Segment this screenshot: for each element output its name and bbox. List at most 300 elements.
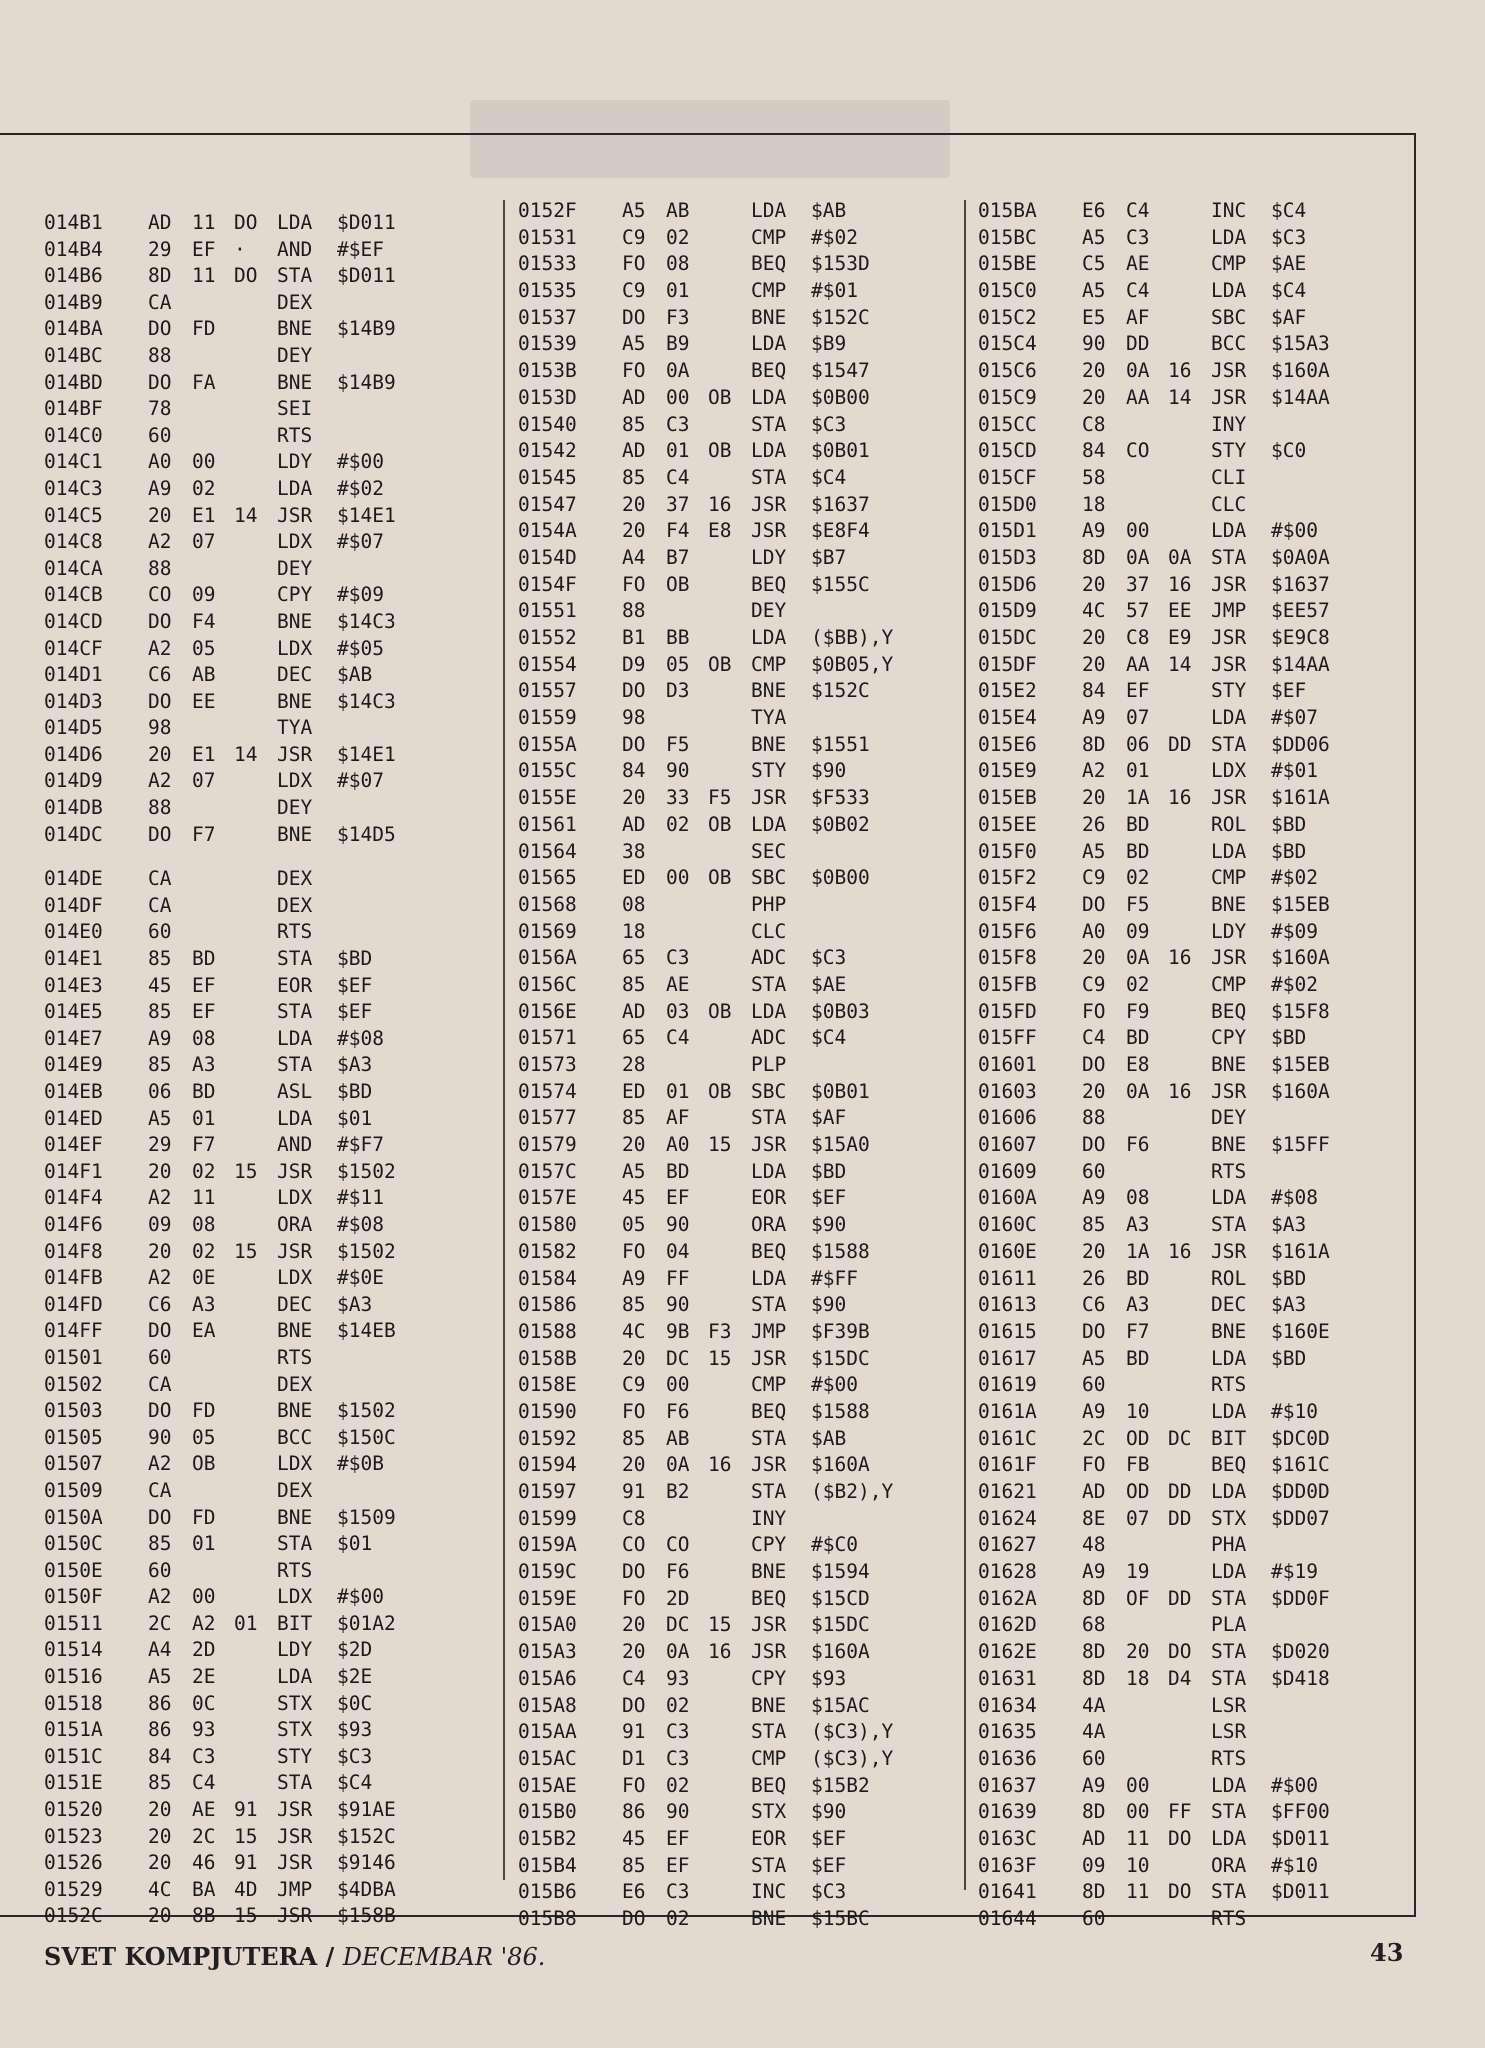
operand: $4DBA xyxy=(337,1877,396,1901)
address: 01582 xyxy=(518,1239,577,1263)
byte-3 xyxy=(1168,705,1211,732)
byte-2 xyxy=(1126,1906,1168,1933)
listing-row xyxy=(978,1853,1441,1880)
address: 014EF xyxy=(44,1133,103,1157)
byte-2: EA xyxy=(192,1319,216,1343)
listing-row xyxy=(978,1079,1441,1106)
byte-1: CA xyxy=(148,1372,172,1396)
byte-1: CO xyxy=(622,1533,646,1557)
operand: $1547 xyxy=(811,359,870,383)
byte-3 xyxy=(708,1906,751,1933)
byte-3: DO xyxy=(234,264,258,288)
address: 014DF xyxy=(44,893,103,917)
address: 015CD xyxy=(978,439,1037,463)
operand: $160E xyxy=(1271,1319,1330,1343)
byte-3 xyxy=(1168,892,1211,919)
mnemonic: LDX xyxy=(277,530,313,554)
listing-row xyxy=(44,1824,507,1851)
byte-3 xyxy=(708,251,751,278)
byte-2: AB xyxy=(666,199,690,222)
mnemonic: STA xyxy=(277,1532,313,1556)
byte-2: 37 xyxy=(1126,572,1150,596)
address: 01584 xyxy=(518,1266,577,1290)
byte-2: BD xyxy=(1126,1266,1150,1290)
byte-1: A9 xyxy=(1082,1560,1106,1584)
byte-1: 8D xyxy=(1082,1880,1106,1904)
address: 015F2 xyxy=(978,866,1037,890)
mnemonic: LDA xyxy=(751,439,787,463)
listing-row xyxy=(44,237,507,264)
byte-2: DC xyxy=(666,1346,690,1370)
byte-1: 60 xyxy=(1082,1907,1106,1930)
mnemonic: ROL xyxy=(1211,812,1247,836)
byte-1: 65 xyxy=(622,946,646,970)
byte-2: AF xyxy=(666,1106,690,1130)
mnemonic: JSR xyxy=(1211,946,1247,970)
byte-3 xyxy=(1168,812,1211,839)
mnemonic: BNE xyxy=(751,305,787,329)
byte-3 xyxy=(234,1079,277,1106)
mnemonic: JSR xyxy=(751,1613,787,1637)
byte-3: 91 xyxy=(234,1798,258,1822)
listing-row xyxy=(44,1717,507,1744)
byte-2: EF xyxy=(666,1826,690,1850)
address: 015A3 xyxy=(518,1640,577,1664)
address: 014B9 xyxy=(44,290,103,314)
byte-3 xyxy=(234,689,277,716)
listing-row xyxy=(978,1719,1441,1746)
operand: $EF xyxy=(811,1826,847,1850)
byte-1: 45 xyxy=(148,973,172,997)
operand: $C4 xyxy=(811,465,847,489)
address: 015AA xyxy=(518,1720,577,1744)
byte-2: 02 xyxy=(666,812,690,836)
listing-row xyxy=(44,1106,507,1133)
byte-2: BD xyxy=(192,1080,216,1103)
operand: #$FF xyxy=(811,1266,858,1290)
mnemonic: BIT xyxy=(1211,1426,1247,1450)
operand: $BD xyxy=(337,947,373,971)
operand: $90 xyxy=(811,1800,847,1824)
byte-3 xyxy=(1168,492,1211,519)
listing-row xyxy=(518,705,981,732)
operand: $A3 xyxy=(337,1292,373,1316)
address: 01621 xyxy=(978,1480,1037,1503)
listing-row xyxy=(978,438,1441,465)
mnemonic: PHA xyxy=(1211,1533,1247,1557)
listing-row xyxy=(518,785,981,812)
mnemonic: LSR xyxy=(1211,1693,1247,1717)
address: 0154F xyxy=(518,572,577,596)
address: 01552 xyxy=(518,626,577,649)
mnemonic: BEQ xyxy=(751,572,787,596)
address: 014E3 xyxy=(44,973,103,997)
byte-1: A2 xyxy=(148,530,172,554)
byte-3 xyxy=(708,1239,751,1266)
byte-1: C6 xyxy=(1082,1293,1106,1317)
operand: $152C xyxy=(811,679,870,703)
byte-3 xyxy=(1168,758,1211,785)
listing-row xyxy=(518,1879,981,1906)
mnemonic: RTS xyxy=(277,423,313,447)
listing-row xyxy=(518,1773,981,1800)
byte-2: 11 xyxy=(1126,1880,1150,1904)
operand xyxy=(337,423,507,450)
byte-2: A2 xyxy=(192,1611,216,1635)
mnemonic: STA xyxy=(1211,1666,1247,1690)
listing-row xyxy=(44,316,507,343)
byte-3 xyxy=(234,1691,277,1718)
address: 014D9 xyxy=(44,769,103,793)
address: 01639 xyxy=(978,1800,1037,1824)
operand: $BD xyxy=(811,1159,847,1183)
listing-row xyxy=(978,1052,1441,1079)
byte-3 xyxy=(708,1212,751,1239)
mnemonic: PLA xyxy=(1211,1613,1247,1637)
mnemonic: STA xyxy=(751,1720,787,1744)
byte-1: 48 xyxy=(1082,1533,1106,1557)
listing-row xyxy=(978,1826,1441,1853)
mnemonic: STA xyxy=(277,1000,313,1024)
address: 01518 xyxy=(44,1691,103,1715)
address: 01588 xyxy=(518,1319,577,1343)
operand: $14E1 xyxy=(337,503,396,527)
address: 014B1 xyxy=(44,211,103,234)
byte-3 xyxy=(1168,865,1211,892)
byte-2: 2D xyxy=(192,1638,216,1662)
byte-2: AA xyxy=(1126,385,1150,409)
listing-row xyxy=(978,919,1441,946)
byte-3 xyxy=(708,278,751,305)
listing-row xyxy=(978,1746,1441,1773)
mnemonic: BNE xyxy=(1211,892,1247,916)
address: 01501 xyxy=(44,1345,103,1369)
mnemonic: PHP xyxy=(751,892,787,916)
operand xyxy=(1271,465,1441,492)
operand xyxy=(1271,1105,1441,1132)
address: 01636 xyxy=(978,1746,1037,1770)
byte-3 xyxy=(1168,1266,1211,1293)
byte-1: 28 xyxy=(622,1053,646,1076)
listing-row xyxy=(518,1666,981,1693)
mnemonic: SBC xyxy=(751,866,787,890)
byte-2 xyxy=(192,1372,234,1399)
listing-row xyxy=(518,919,981,946)
byte-1: 20 xyxy=(622,1346,646,1370)
byte-2 xyxy=(666,919,708,946)
listing-row xyxy=(44,1239,507,1266)
mnemonic: BNE xyxy=(751,1560,787,1584)
byte-3 xyxy=(234,822,277,849)
byte-1: 68 xyxy=(1082,1613,1106,1637)
mnemonic: STA xyxy=(751,1293,787,1317)
byte-1: FO xyxy=(1082,1453,1106,1477)
address: 0150C xyxy=(44,1532,103,1556)
address: 0150F xyxy=(44,1585,103,1609)
mnemonic: LDX xyxy=(277,1266,313,1290)
operand: $C3 xyxy=(1271,225,1307,249)
listing-row xyxy=(518,1212,981,1239)
mnemonic: LDA xyxy=(277,1106,313,1130)
mnemonic: INC xyxy=(1211,199,1247,222)
byte-1: 85 xyxy=(148,1000,172,1024)
byte-3 xyxy=(708,919,751,946)
byte-1: A2 xyxy=(148,1585,172,1609)
byte-1: DO xyxy=(148,317,172,341)
operand: #$01 xyxy=(811,279,858,303)
operand: $0B01 xyxy=(811,439,870,463)
operand xyxy=(337,1478,507,1505)
byte-3 xyxy=(1168,1105,1211,1132)
listing-row xyxy=(978,1799,1441,1826)
listing-row xyxy=(978,1586,1441,1613)
mnemonic: DEX xyxy=(277,867,313,891)
byte-3 xyxy=(1168,1693,1211,1720)
operand: $D011 xyxy=(337,264,396,288)
byte-2: 1A xyxy=(1126,1239,1150,1263)
address: 015E4 xyxy=(978,706,1037,730)
operand: $AB xyxy=(811,199,847,222)
mnemonic: BEQ xyxy=(751,1586,787,1610)
byte-2: AB xyxy=(666,1426,690,1450)
mnemonic: LDX xyxy=(277,1452,313,1476)
mnemonic: LDA xyxy=(751,999,787,1023)
operand: $0B00 xyxy=(811,385,870,409)
byte-2 xyxy=(192,556,234,583)
byte-2: 00 xyxy=(666,385,690,409)
byte-2: A3 xyxy=(192,1053,216,1077)
listing-row xyxy=(44,582,507,609)
address: 015AE xyxy=(518,1773,577,1797)
address: 0161A xyxy=(978,1399,1037,1423)
listing-row xyxy=(978,412,1441,439)
mnemonic: EOR xyxy=(751,1186,787,1210)
byte-2: 00 xyxy=(192,450,216,474)
byte-3: DD xyxy=(1168,1506,1192,1530)
byte-1: AD xyxy=(622,999,646,1023)
listing-row xyxy=(978,945,1441,972)
byte-3 xyxy=(1168,678,1211,705)
address: 01615 xyxy=(978,1319,1037,1343)
mnemonic: STX xyxy=(751,1800,787,1824)
mnemonic: CLI xyxy=(1211,465,1247,489)
byte-2: 0E xyxy=(192,1266,216,1290)
operand: #$02 xyxy=(337,476,384,500)
mnemonic: JSR xyxy=(751,1346,787,1370)
listing-row xyxy=(978,972,1441,999)
byte-1: 20 xyxy=(148,1239,172,1263)
byte-3 xyxy=(708,598,751,625)
byte-2: 09 xyxy=(1126,919,1150,943)
byte-3 xyxy=(708,732,751,759)
address: 015F4 xyxy=(978,892,1037,916)
byte-3 xyxy=(1168,1746,1211,1773)
mnemonic: BNE xyxy=(277,1505,313,1529)
listing-row xyxy=(978,999,1441,1026)
listing-row xyxy=(978,1159,1441,1186)
byte-2: 01 xyxy=(1126,759,1150,783)
mnemonic: LDA xyxy=(751,812,787,836)
byte-1: 20 xyxy=(1082,626,1106,649)
byte-1: C5 xyxy=(1082,252,1106,276)
mnemonic: ADC xyxy=(751,946,787,970)
operand: $160A xyxy=(1271,359,1330,383)
byte-1: 8D xyxy=(148,264,172,288)
operand: ($BB),Y xyxy=(811,626,894,649)
byte-1: D9 xyxy=(622,652,646,676)
byte-1: 60 xyxy=(148,1345,172,1369)
byte-3 xyxy=(1168,331,1211,358)
mnemonic: LDA xyxy=(1211,225,1247,249)
mnemonic: CMP xyxy=(751,652,787,676)
byte-3 xyxy=(234,1451,277,1478)
listing-row xyxy=(44,919,507,946)
operand: #$02 xyxy=(811,225,858,249)
byte-2: 20 xyxy=(1126,1640,1150,1664)
byte-2: BD xyxy=(1126,1346,1150,1370)
byte-2: AE xyxy=(192,1798,216,1822)
byte-1: 20 xyxy=(1082,1239,1106,1263)
byte-1: 84 xyxy=(148,1744,172,1768)
operand: $EF xyxy=(811,1186,847,1210)
listing-row xyxy=(44,556,507,583)
byte-2: OD xyxy=(1126,1426,1150,1450)
byte-3 xyxy=(1168,839,1211,866)
address: 015A8 xyxy=(518,1693,577,1717)
byte-1: 20 xyxy=(148,1798,172,1822)
byte-3 xyxy=(234,1212,277,1239)
byte-2: 46 xyxy=(192,1851,216,1875)
operand: $160A xyxy=(1271,1079,1330,1103)
listing-row xyxy=(44,1318,507,1345)
byte-3: · xyxy=(234,237,246,261)
byte-1: A2 xyxy=(1082,759,1106,783)
address: 01509 xyxy=(44,1478,103,1502)
byte-3 xyxy=(234,556,277,583)
listing-row xyxy=(978,518,1441,545)
mnemonic: BEQ xyxy=(751,252,787,276)
byte-1: B1 xyxy=(622,626,646,649)
listing-row xyxy=(44,1531,507,1558)
byte-1: 20 xyxy=(1082,1079,1106,1103)
byte-1: 06 xyxy=(148,1080,172,1103)
byte-2: 07 xyxy=(1126,706,1150,730)
byte-1: 09 xyxy=(148,1212,172,1236)
byte-3 xyxy=(234,1185,277,1212)
byte-3: 16 xyxy=(1168,1079,1192,1103)
mnemonic: BNE xyxy=(751,732,787,756)
byte-1: 88 xyxy=(148,556,172,580)
byte-3: DO xyxy=(1168,1640,1192,1664)
byte-2: B9 xyxy=(666,332,690,356)
byte-2: C4 xyxy=(1126,199,1150,222)
byte-1: A5 xyxy=(622,332,646,356)
address: 01565 xyxy=(518,866,577,890)
operand: $160A xyxy=(811,1453,870,1477)
byte-3 xyxy=(234,1505,277,1532)
byte-3 xyxy=(1168,225,1211,252)
byte-3 xyxy=(234,396,277,423)
address: 01590 xyxy=(518,1399,577,1423)
operand: $1637 xyxy=(811,492,870,516)
operand xyxy=(1271,412,1441,439)
byte-3 xyxy=(234,1531,277,1558)
byte-2: 90 xyxy=(666,1800,690,1824)
byte-1: 20 xyxy=(622,519,646,543)
operand: $C0 xyxy=(1271,439,1307,463)
operand: $BD xyxy=(1271,812,1307,836)
listing-row xyxy=(44,1850,507,1877)
byte-1: 8E xyxy=(1082,1506,1106,1530)
byte-2: 01 xyxy=(192,1532,216,1556)
byte-3 xyxy=(234,1478,277,1505)
address: 0157C xyxy=(518,1159,577,1183)
operand: $152C xyxy=(811,305,870,329)
byte-1: 8D xyxy=(1082,1800,1106,1824)
address: 01611 xyxy=(978,1266,1037,1290)
listing-row xyxy=(518,225,981,252)
byte-1: FO xyxy=(622,1773,646,1797)
address: 014D3 xyxy=(44,689,103,713)
byte-3: 15 xyxy=(234,1239,258,1263)
operand: $14EB xyxy=(337,1319,396,1343)
operand: $15F8 xyxy=(1271,999,1330,1023)
byte-1: C9 xyxy=(1082,866,1106,890)
operand: $14AA xyxy=(1271,385,1330,409)
listing-row xyxy=(518,999,981,1026)
byte-1: DO xyxy=(622,1560,646,1584)
byte-1: A4 xyxy=(622,545,646,569)
mnemonic: STA xyxy=(751,412,787,436)
listing-row xyxy=(978,1346,1441,1373)
operand: $93 xyxy=(811,1666,847,1690)
mnemonic: JSR xyxy=(277,503,313,527)
operand: $F39B xyxy=(811,1319,870,1343)
byte-1: 4C xyxy=(148,1877,172,1901)
byte-1: A2 xyxy=(148,1266,172,1290)
byte-2: 09 xyxy=(192,583,216,607)
listing-row xyxy=(44,1744,507,1771)
mnemonic: STA xyxy=(751,1426,787,1450)
operand: $AB xyxy=(337,663,373,687)
listing-row xyxy=(978,1426,1441,1453)
byte-3 xyxy=(234,343,277,370)
operand: $15A0 xyxy=(811,1133,870,1157)
byte-2: 02 xyxy=(1126,866,1150,890)
operand: #$08 xyxy=(337,1212,384,1236)
byte-2: EF xyxy=(666,1853,690,1877)
mnemonic: JSR xyxy=(277,1904,313,1928)
operand: $15BC xyxy=(811,1907,870,1930)
address: 015B2 xyxy=(518,1826,577,1850)
byte-3 xyxy=(234,1106,277,1133)
mnemonic: BEQ xyxy=(1211,999,1247,1023)
byte-1: C4 xyxy=(622,1666,646,1690)
address: 01537 xyxy=(518,305,577,329)
address: 01505 xyxy=(44,1425,103,1449)
address: 0159A xyxy=(518,1533,577,1557)
byte-3 xyxy=(708,678,751,705)
listing-row xyxy=(518,1266,981,1293)
listing-row xyxy=(44,343,507,370)
byte-2: C3 xyxy=(1126,225,1150,249)
byte-1: 2C xyxy=(148,1611,172,1635)
mnemonic: BNE xyxy=(751,1907,787,1930)
byte-3: 15 xyxy=(708,1133,732,1157)
listing-row xyxy=(978,358,1441,385)
byte-2: EF xyxy=(192,237,216,261)
mnemonic: DEX xyxy=(277,1372,313,1396)
